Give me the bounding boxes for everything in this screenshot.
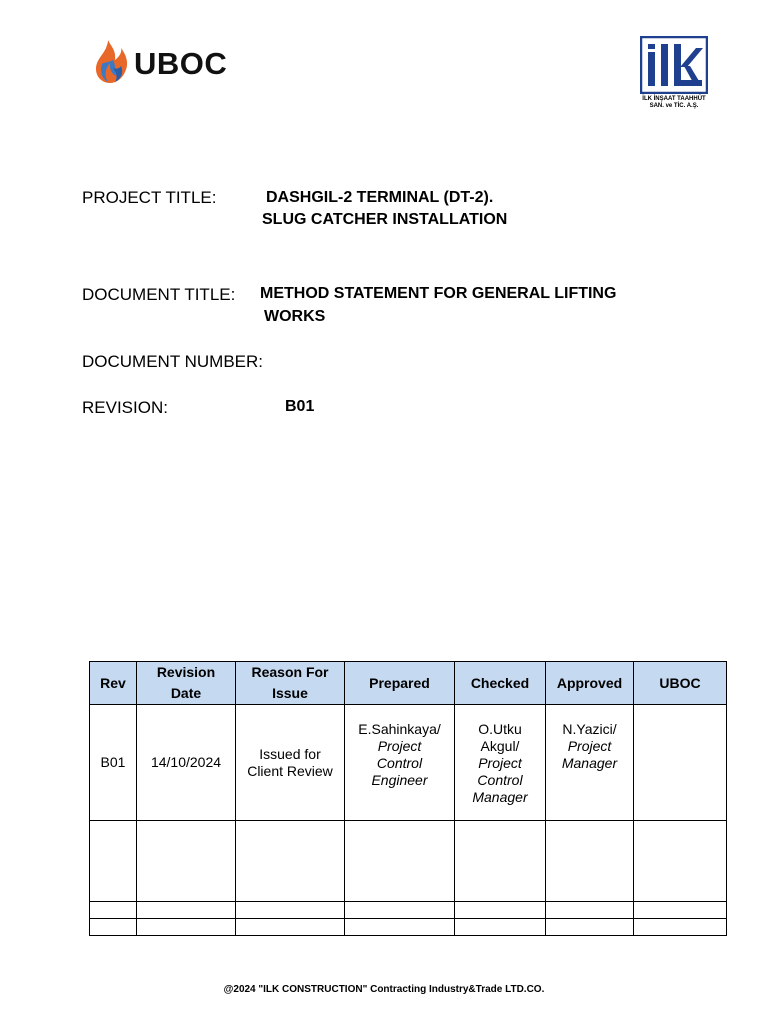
header-rev: Rev (90, 662, 137, 705)
cell-reason (236, 705, 345, 821)
uboc-logo (94, 38, 234, 88)
header-uboc: UBOC (634, 662, 727, 705)
cell-rev: B01 (90, 705, 137, 821)
cell-uboc (634, 705, 727, 821)
revision-table (89, 661, 727, 936)
cell-prepared (345, 705, 455, 821)
checked-name-line2: Akgul/ (480, 738, 520, 754)
empty-cell (90, 919, 137, 936)
table-row-empty (90, 919, 727, 936)
header-revision-date (137, 662, 236, 705)
empty-cell (236, 919, 345, 936)
empty-cell (634, 902, 727, 919)
approved-name: N.Yazici/ (562, 721, 617, 737)
flame-icon (94, 38, 132, 86)
table-row-empty (90, 902, 727, 919)
empty-cell (137, 919, 236, 936)
document-title-line2: WORKS (264, 308, 326, 325)
prepared-role-line2: Control (376, 755, 423, 771)
empty-cell (90, 902, 137, 919)
prepared-role-line1: Project (377, 738, 422, 754)
uboc-logo-text: UBOC (134, 46, 228, 81)
cell-date: 14/10/2024 (137, 705, 236, 821)
revision-value: B01 (285, 398, 315, 415)
cell-approved (546, 705, 634, 821)
empty-cell (345, 919, 455, 936)
ilk-logo-caption (635, 96, 713, 110)
header-reason-for-issue (236, 662, 345, 705)
empty-cell (137, 902, 236, 919)
ilk-construction-logo (637, 34, 717, 114)
empty-cell (137, 821, 236, 902)
empty-cell (634, 919, 727, 936)
header-reason-line2: Issue (272, 685, 308, 701)
table-row (90, 705, 727, 821)
checked-role-line3: Manager (472, 789, 528, 805)
ilk-caption-line1: İLK İNŞAAT TAAHHÜT (642, 96, 706, 102)
cell-reason-line1: Issued for (259, 745, 321, 762)
project-title-line1: DASHGIL-2 TERMINAL (DT-2). (266, 189, 494, 206)
approved-role-line2: Manager (561, 755, 618, 771)
table-row-empty (90, 821, 727, 902)
approved-role-line1: Project (567, 738, 612, 754)
empty-cell (90, 821, 137, 902)
empty-cell (455, 821, 546, 902)
prepared-name: E.Sahinkaya/ (358, 721, 441, 737)
document-title-line1: METHOD STATEMENT FOR GENERAL LIFTING (260, 285, 617, 302)
header-checked: Checked (455, 662, 546, 705)
ilk-caption-line2: SAN. ve TİC. A.Ş. (649, 103, 699, 109)
copyright-footer: @2024 "ILK CONSTRUCTION" Contracting Industry&Trade LTD.CO. (223, 984, 545, 995)
empty-cell (634, 821, 727, 902)
empty-cell (345, 902, 455, 919)
document-number-label: DOCUMENT NUMBER: (82, 352, 264, 371)
header-approved: Approved (546, 662, 634, 705)
empty-cell (236, 902, 345, 919)
cell-reason-line2: Client Review (247, 762, 333, 779)
header-revision-date-line2: Date (170, 685, 202, 701)
empty-cell (345, 821, 455, 902)
empty-cell (455, 919, 546, 936)
header-revision-date-line1: Revision (156, 664, 216, 680)
table-header-row (90, 662, 727, 705)
prepared-role-line3: Engineer (371, 772, 428, 788)
revision-label: REVISION: (82, 398, 168, 417)
checked-role-line1: Project (478, 755, 522, 771)
header-reason-line1: Reason For (251, 664, 329, 680)
empty-cell (236, 821, 345, 902)
checked-name-line1: O.Utku (478, 721, 522, 737)
project-title-line2: SLUG CATCHER INSTALLATION (262, 211, 508, 228)
checked-role-line2: Control (477, 772, 523, 788)
ilk-logo-mark-icon (640, 36, 708, 94)
document-title-label: DOCUMENT TITLE: (82, 285, 236, 304)
empty-cell (546, 902, 634, 919)
empty-cell (546, 919, 634, 936)
project-title-label: PROJECT TITLE: (82, 188, 217, 207)
empty-cell (455, 902, 546, 919)
cell-checked (455, 705, 546, 821)
header-prepared: Prepared (345, 662, 455, 705)
empty-cell (546, 821, 634, 902)
